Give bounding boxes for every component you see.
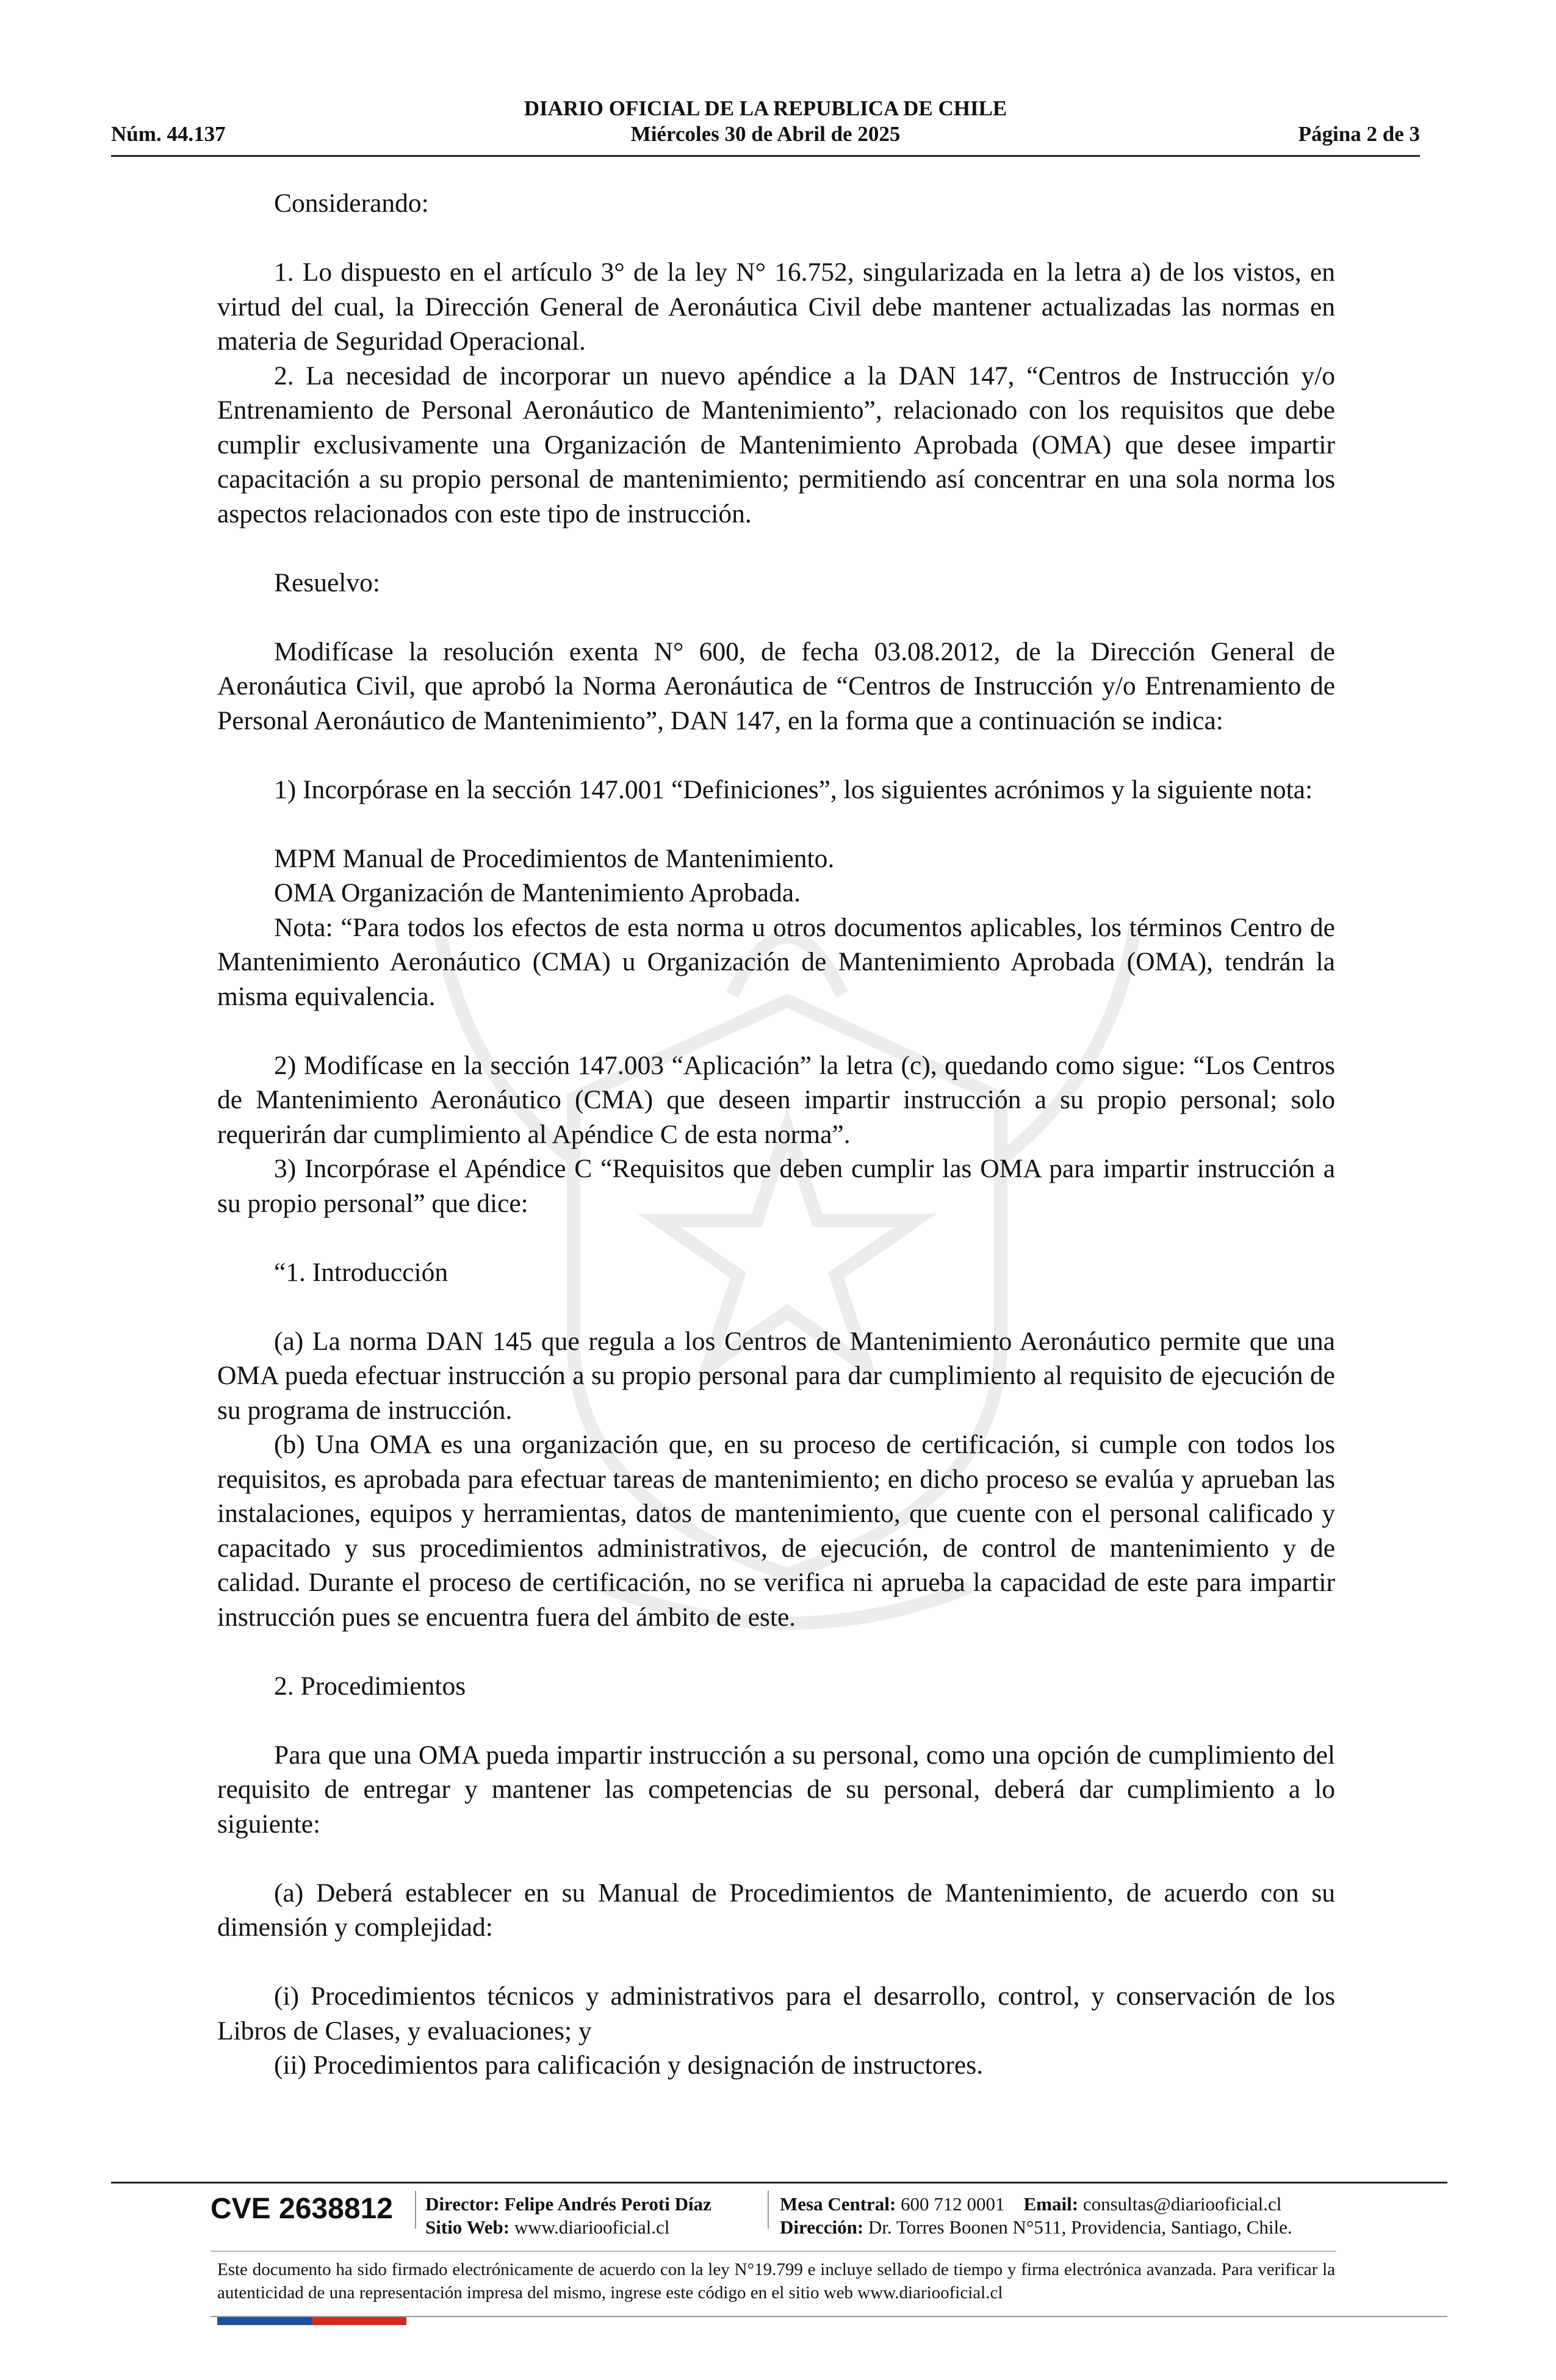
paragraph-resuelvo: Resuelvo: xyxy=(274,568,380,597)
site-label: Sitio Web: xyxy=(425,2216,510,2238)
paragraph: Para que una OMA pueda impartir instrucción a su personal, como una opción de cumplimiento del requisito de entregar y mantener las competencias de su personal, deberá dar cumplimiento a lo siguiente: xyxy=(217,1740,1335,1839)
newspaper-title: DIARIO OFICIAL DE LA REPUBLICA DE CHILE xyxy=(524,96,1007,120)
cve-code: CVE 2638812 xyxy=(211,2193,393,2225)
section-heading: “1. Introducción xyxy=(274,1257,448,1287)
address-value: Dr. Torres Boonen N°511, Providencia, Santiago, Chile. xyxy=(868,2216,1292,2238)
site-link[interactable]: www.diariooficial.cl xyxy=(514,2216,670,2238)
footer-divider-thin xyxy=(211,2251,1336,2252)
paragraph: Modifícase la resolución exenta N° 600, de fecha 03.08.2012, de la Dirección General de Aeronáutica Civil, que aprobó la Norma Aeronáutica de “Centros de Instrucción y/o Entrenamiento de Personal Aeronáutico de Mantenimiento”, DAN 147, en la forma que a continuación se indica: xyxy=(217,636,1335,735)
signature-notice: Este documento ha sido firmado electrónicamente de acuerdo con la ley N°19.799 e incluye sellado de tiempo y firma electrónica avanzada. Para verificar la autenticidad de una representación impresa del mismo, ingrese este código en el sitio web www.diariooficial.cl xyxy=(217,2260,1335,2302)
flag-color-bar xyxy=(217,2317,406,2325)
document-body xyxy=(217,186,1335,2083)
page-header xyxy=(111,92,1420,160)
paragraph: (a) La norma DAN 145 que regula a los Centros de Mantenimiento Aeronáutico permite que una OMA pueda efectuar instrucción a su propio personal para dar cumplimiento al requisito de ejecución de su programa de instrucción. xyxy=(217,1326,1335,1425)
paragraph: 1) Incorpórase en la sección 147.001 “Definiciones”, los siguientes acrónimos y la siguiente nota: xyxy=(274,774,1313,804)
section-heading: 2. Procedimientos xyxy=(274,1671,466,1701)
page-number: Página 2 de 3 xyxy=(1298,122,1420,146)
issue-date: Miércoles 30 de Abril de 2025 xyxy=(630,122,901,146)
phone-value: 600 712 0001 xyxy=(901,2193,1005,2215)
paragraph: (i) Procedimientos técnicos y administrativos para el desarrollo, control, y conservación de los Libros de Clases, y evaluaciones; y xyxy=(217,1982,1335,2046)
director-label: Director: xyxy=(425,2193,500,2215)
paragraph-note: Nota: “Para todos los efectos de esta norma u otros documentos aplicables, los términos Centro de Mantenimiento Aeronáutico (CMA) u Organización de Mantenimiento Aprobada (OMA), tendrán la misma equivalencia. xyxy=(217,912,1335,1011)
paragraph: 2. La necesidad de incorporar un nuevo apéndice a la DAN 147, “Centros de Instrucción y/o Entrenamiento de Personal Aeronáutico de Mantenimiento”, relacionado con los requisitos que debe cumplir exclusivamente una Organización de Mantenimiento Aprobada (OMA) que desee impartir capacitación a su propio personal de mantenimiento; permitiendo así concentrar en una sola norma los aspectos relacionados con este tipo de instrucción. xyxy=(217,361,1335,528)
paragraph: 1. Lo dispuesto en el artículo 3° de la ley N° 16.752, singularizada en la letra a) de los vistos, en virtud del cual, la Dirección General de Aeronáutica Civil debe mantener actualizadas las normas en materia de Seguridad Operacional. xyxy=(217,258,1335,356)
director-name: Felipe Andrés Peroti Díaz xyxy=(504,2193,711,2215)
email-label: Email: xyxy=(1023,2193,1079,2215)
footer-director-block xyxy=(425,2193,711,2239)
header-divider xyxy=(111,155,1420,157)
flag-red-segment xyxy=(312,2317,406,2325)
phone-label: Mesa Central: xyxy=(780,2193,896,2215)
flag-blue-segment xyxy=(217,2317,312,2325)
address-label: Dirección: xyxy=(780,2216,864,2238)
paragraph-considerando: Considerando: xyxy=(274,189,429,218)
paragraph: (ii) Procedimientos para calificación y designación de instructores. xyxy=(274,2050,984,2080)
acronym-line: MPM Manual de Procedimientos de Mantenimiento. xyxy=(274,843,835,873)
paragraph: 3) Incorpórase el Apéndice C “Requisitos que deben cumplir las OMA para impartir instrucción a su propio personal” que dice: xyxy=(217,1154,1335,1218)
paragraph: (a) Deberá establecer en su Manual de Procedimientos de Mantenimiento, de acuerdo con su dimensión y complejidad: xyxy=(217,1878,1335,1942)
paragraph: (b) Una OMA es una organización que, en su proceso de certificación, si cumple con todos los requisitos, es aprobada para efectuar tareas de mantenimiento; en dicho proceso se evalúa y aprueban las instalaciones, equipos y herramientas, datos de mantenimiento, que cuente con el personal calificado y capacitado y sus procedimientos administrativos, de ejecución, de control de mantenimiento y de calidad. Durante el proceso de certificación, no se verifica ni aprueba la capacidad de este para impartir instrucción pues se encuentra fuera del ámbito de este. xyxy=(217,1430,1335,1632)
footer-separator xyxy=(768,2191,769,2229)
footer-contact-block xyxy=(780,2193,1292,2239)
paragraph: 2) Modifícase en la sección 147.003 “Aplicación” la letra (c), quedando como sigue: “Los Centros de Mantenimiento Aeronáutico (CMA) que deseen impartir instrucción a su propio personal; solo requerirán dar cumplimiento al Apéndice C de esta norma”. xyxy=(217,1050,1335,1149)
footer-separator xyxy=(415,2191,416,2229)
acronym-line: OMA Organización de Mantenimiento Aprobada. xyxy=(274,878,801,907)
issue-number: Núm. 44.137 xyxy=(111,122,226,146)
footer-divider xyxy=(111,2182,1447,2183)
email-link[interactable]: consultas@diariooficial.cl xyxy=(1082,2193,1282,2215)
